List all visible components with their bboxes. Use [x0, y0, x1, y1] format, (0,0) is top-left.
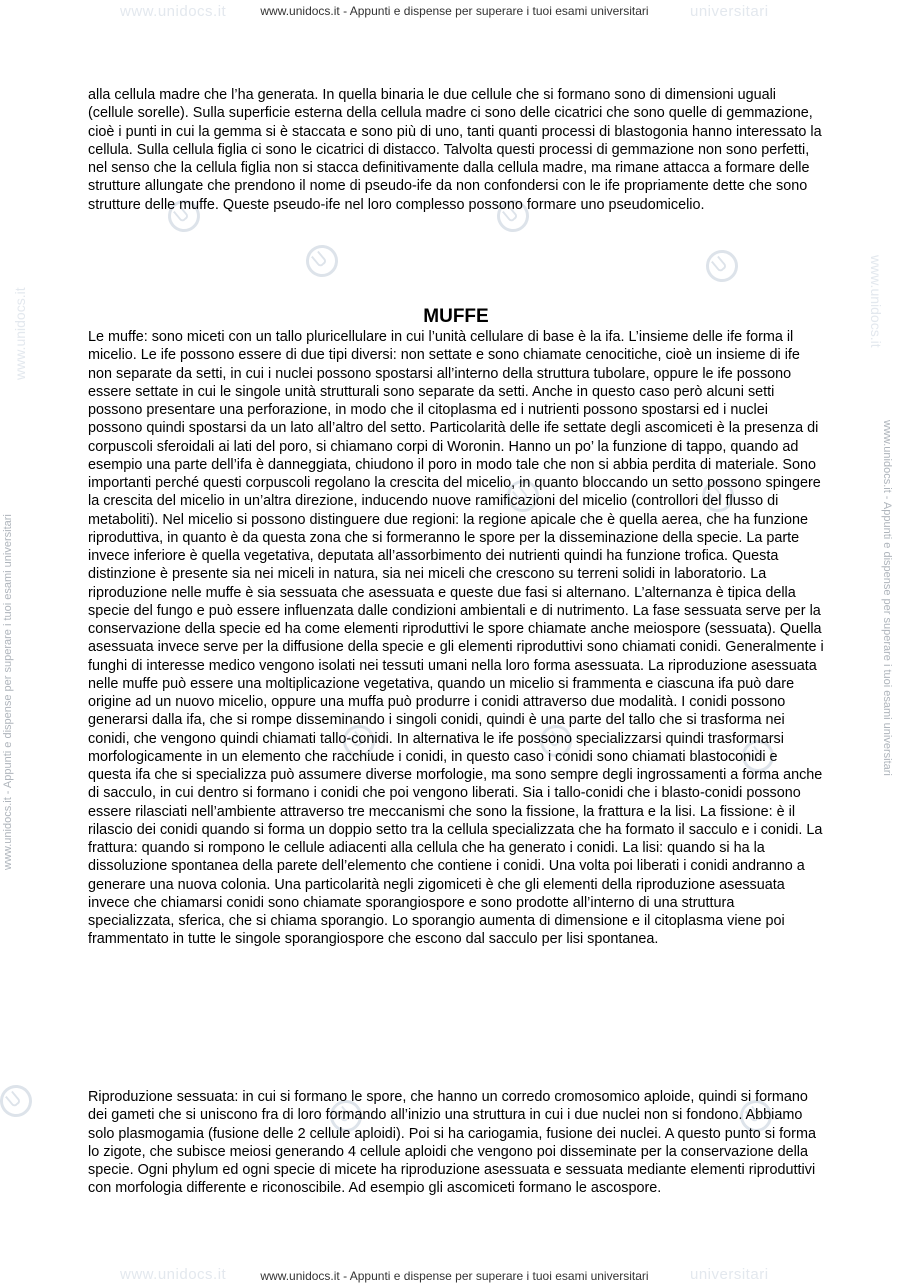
document-body-top — [88, 86, 824, 214]
ghost-watermark-left: www.unidocs.it — [12, 287, 28, 380]
sexual-reproduction-paragraph: Riproduzione sessuata: in cui si formano le spore, che hanno un corredo cromosomico aploide, quindi si formano dei gameti che si uniscono fra di loro formando all’inizio una struttura in cui i due nuclei non si fondono. Abbiamo solo plasmogamia (fusione delle 2 cellule aploidi). Poi si ha cariogamia, fusione dei nuclei. A questo punto si forma lo zigote, che subisce meiosi generando 4 cellule aploidi che vengono poi disseminate per la conservazione della specie. Ogni phylum ed ogni specie di micete ha riproduzione asessuata e sessuata mediante elementi riproduttivi con morfologia differente e riconoscibile. Ad esempio gli ascomiceti formano le ascospore. — [88, 1089, 816, 1197]
muffe-paragraph: Le muffe: sono miceti con un tallo pluricellulare in cui l’unità cellulare di base è la ifa. L’insieme delle ife forma il micelio. Le ife possono essere di due tipi diversi: non settate e sono chiamate cenocitiche, cioè un insieme di ife non separate da setti, in cui i nuclei possono spostarsi all’interno della struttura tubolare, oppure le ife possono essere settate in cui le singole unità strutturali sono separate da setti. Anche in questo caso però alcuni setti possono presentare una perforazione, in modo che il citoplasma ed i nutrienti possono spostarsi ed i nuclei possono quindi spostarsi da un lato all’altro del setto. Particolarità delle ife settate degli ascomiceti è la presenza di corpuscoli sferoidali ai lati del poro, si chiamano corpi di Woronin. Hanno un po’ la funzione di tappo, quando ad esempio una parte dell’ifa è danneggiata, chiudono il poro in modo tale che non si abbia perdita di materiale. Sono importanti perché questi corpuscoli regolano la crescita del micelio, in quanto bloccando un setto possono spingere la crescita del micelio in un’altra direzione, inducendo nuove ramificazioni del micelio (controllori del flusso di metaboliti). Nel micelio si possono distinguere due regioni: la regione apicale che è quella aerea, che ha funzione riproduttiva, in quanto è da questa zona che si formeranno le spore per la disseminazione della specie. La parte invece inferiore è quella vegetativa, deputata all’assorbimento dei nutrienti quindi ha funzione trofica. Questa distinzione è presente sia nei miceli in natura, sia nei miceli che crescono su terreni solidi in laboratorio. La riproduzione nelle muffe è sia sessuata che asessuata e queste due fasi si alternano. L’alternanza è tipica della specie del fungo e può essere influenzata dalle condizioni ambientali e di nutrimento. La fase sessuata serve per la conservazione della specie ed ha come elementi riproduttivi le spore chiamate anche meiospore (sessuata). Quella asessuata invece serve per la diffusione della specie e gli elementi riproduttivi sono chiamati conidi. Generalmente i funghi di interesse medico vengono isolati nei tessuti umani nella loro forma asessuata. La riproduzione asessuata nelle muffe può essere una moltiplicazione vegetativa, quando un micelio si frammenta e ciascuna ifa può dare origine ad un nuovo micelio, oppure una muffa può produrre i conidi attraverso due modalità. I conidi possono generarsi dalla ifa, che si rompe disseminando i singoli conidi, quindi è una parte del tallo che si trasforma nei conidi, che vengono quindi chiamati tallo-conidi. In alternativa le ife possono specializzarsi quindi trasformarsi morfologicamente in un elemento che racchiude i conidi, in questo caso i conidi sono chiamati blastoconidi e questa ifa che si specializza può assumere diverse morfologie, ma sono sempre degli ingrossamenti a forma anche di sacculo, in cui dentro si formano i conidi che poi vengono liberati. Sia i tallo-conidi che i blasto-conidi possono essere rilasciati nell’ambiente attraverso tre meccanismi che sono la fissione, la frattura e la lisi. La fissione: è il rilascio dei conidi quando si forma un doppio setto tra la cellula specializzata che ha formato il sacculo e i conidi. La frattura: quando si rompono le cellule adiacenti alla cellula che ha generato i conidi. La lisi: quando si ha la dissoluzione spontanea della parete dell’elemento che contiene i conidi. Una volta poi liberati i conidi andranno a generare una nuova colonia. Una particolarità negli zigomiceti è che gli elementi della riproduzione asessuata invece che chiamarsi conidi sono chiamate sporangiospore e sono prodotte all’interno di una struttura specializzata, sferica, che si chiama sporangio. Lo sporangio aumenta di dimensione e il citoplasma viene poi frammentato in tutte le singole sporangiospore che escono dal sacculo per lisi spontanea. — [88, 329, 824, 948]
footer-banner: www.unidocs.it - Appunti e dispense per superare i tuoi esami universitari — [260, 1269, 649, 1283]
intro-paragraph: alla cellula madre che l’ha generata. In quella binaria le due cellule che si formano sono di dimensioni uguali (cellule sorelle). Sulla superficie esterna della cellula madre ci sono delle cicatrici che sono quelle di gemmazione, cioè i punti in cui la gemma si è staccata e sono più di uno, tanti quanti processi di blastogonia hanno interessato la cellula. Sulla cellula figlia ci sono le cicatrici di distacco. Talvolta questi processi di gemmazione non sono perfetti, nel senso che la cellula figlia non si stacca definitivamente dalla cellula madre, ma rimane attacca a formare delle strutture allungate che prendono il nome di pseudo-ife da non confondersi con le ife propriamente dette che sono strutture delle muffe. Queste pseudo-ife nel loro complesso possono formare uno pseudomicelio. — [88, 87, 822, 213]
side-watermark-left: www.unidocs.it - Appunti e dispense per superare i tuoi esami universitari — [2, 514, 14, 870]
ghost-watermark-top-right: universitari — [690, 3, 769, 20]
header-banner: www.unidocs.it - Appunti e dispense per superare i tuoi esami universitari — [260, 4, 649, 18]
section-title: MUFFE — [423, 306, 489, 327]
watermark-logo-icon — [299, 238, 344, 283]
watermark-logo-icon — [699, 243, 744, 288]
ghost-watermark-bottom-right: universitari — [690, 1266, 769, 1283]
document-body-sexual — [88, 1088, 824, 1198]
document-body-muffe — [88, 328, 824, 949]
ghost-watermark-right: www.unidocs.it — [868, 255, 884, 348]
side-watermark-right: www.unidocs.it - Appunti e dispense per superare i tuoi esami universitari — [881, 420, 893, 776]
watermark-logo-icon — [0, 1078, 39, 1123]
ghost-watermark-bottom: www.unidocs.it — [120, 1266, 227, 1283]
ghost-watermark-top: www.unidocs.it — [120, 3, 227, 20]
